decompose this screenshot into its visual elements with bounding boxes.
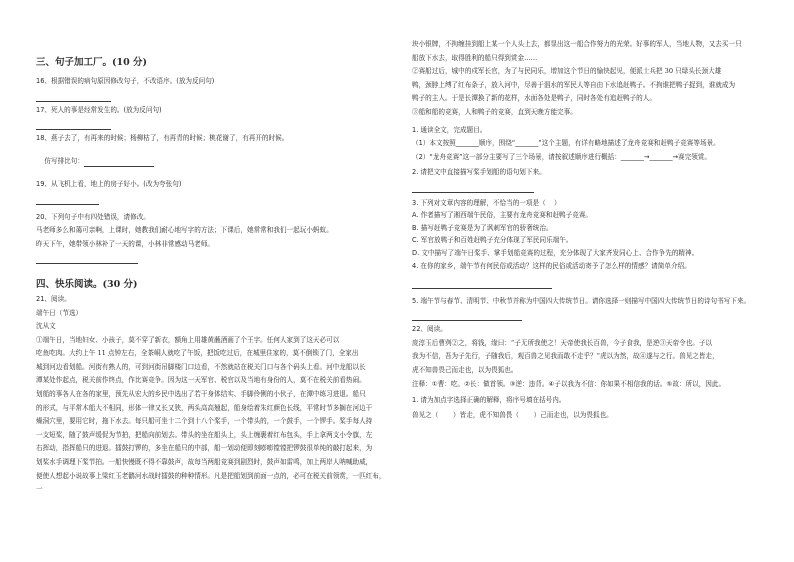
passage-continued [412, 38, 762, 120]
passage-line: ①端午日，当地妇女、小孩子，莫不穿了新衣，额角上用雄黄蘸酒画了个王字。任何人家到了这天必可以 [36, 335, 340, 344]
r-question-2: 2. 请把文中直接描写桨手划船的语句划下来。 [412, 168, 546, 177]
passage-line: ③船和船的竞赛，人和鸭子的竞赛，直到天晚方能完事。 [412, 107, 577, 116]
answer-line[interactable] [412, 192, 534, 193]
passage-line: 吃鱼吃肉。大约上午 11 点钟左右，全茶峒人就吃了午饭，把饭吃过后，在城里住家的，莫不倒锁了门，全家出 [36, 349, 359, 358]
answer-line[interactable] [36, 101, 111, 102]
passage-title: 端午日（节选） [36, 308, 83, 317]
poem-line-3: 虎不知兽畏己而走也，以为畏狐也。 [412, 365, 518, 374]
r-notes: 注释：①曹：吃。②长：做首领。③逆：违背。④子以我为不信：你如果不相信我的话。⑤故：所以，因此。 [412, 380, 726, 389]
right-column [412, 38, 762, 421]
poem-line-1: 庞淳玉后曹刿②之，将钱，缘曰：“子无所我使之！天帝使我长百兽，今子食我，是逆③天帝令也。子以 [412, 338, 713, 347]
passage-line: 块小银牌，不拘缠挂到船上某一个人头上去，都显出这一船合作努力的光荣。好事的军人，当地人物，又去买一只 [412, 40, 742, 48]
passage-line: ②赛船过后，城中的戍军长官，为了与民同乐，增加这个节日的愉快起见，便派士兵把 30 只绿头长颈大雄 [412, 67, 722, 76]
r-question-3: 3. 下列对文章内容的理解，不恰当的一项是（ ） [412, 198, 561, 207]
answer-line[interactable] [36, 204, 99, 205]
answer-line[interactable] [36, 263, 138, 264]
r-question-1b: （2）“龙舟竞赛”这一部分主要写了三个场景，请按叙述顺序进行概括：_______→_______→赛完领赏。 [412, 152, 712, 161]
r-question-4: 4. 在你的家乡，端午节有何民俗或活动？这样的民俗或活动寄予了怎么样的情感？请简单介绍。 [412, 262, 691, 271]
passage-line: 潭某处作起点，税关前作终点，作比赛竞争。因为这一天军官、税官以及当地有身份的人，莫不在税关前看热闹。 [36, 376, 366, 385]
passage-line: 便使人想起小说故事上梁红玉老鹳河水战时擂鼓的种种情形。凡是把船划到前面一点的，必可在税关前领赏，一匹红布，一 [36, 471, 386, 494]
section-3-title: 三、句子加工厂。(10 分) [36, 57, 148, 68]
r-question-1: 1. 通读全文，完成题目。 [412, 125, 487, 134]
question-21: 21、阅读。 [36, 295, 71, 303]
r-question-5: 5. 端午节与春节、清明节、中秋节并称为中国四大传统节日。请你选择一则描写中国四大传统节日的诗句书写下来。 [412, 296, 751, 305]
r-option-a: A. 作者描写了湘西端午民俗，主要有龙舟竞赛和赶鸭子竞赛。 [412, 211, 593, 220]
question-20-text-2: 昨天下午，她带领小林补了一天的课，小林非常感动马老师。 [36, 239, 215, 248]
r-option-c: C. 军官放鸭子和百姓赶鸭子充分体现了军民同乐端午。 [412, 236, 573, 245]
passage-line: 燥洞穴里，要用它时，拖下水去。每只船可坐十二个到十八个桨手，一个带头的，一个鼓手，一个锣手。桨手每人持 [36, 417, 373, 426]
r-question-22: 22、阅读。 [412, 325, 447, 334]
passage-line: 船放下水去，取得胜利的船只得到赏金…… [412, 53, 538, 62]
section-4-title: 四、快乐阅读。(30 分) [36, 279, 138, 290]
passage-line: 城到河边看划船。河街有熟人的，可到河街吊脚楼门口边看，不然就站在税关门口与各个码头上看。河中龙船以长 [36, 362, 366, 371]
passage-line: 的形式，与平常木船大不相同，形体一律又长又狭，两头高高翘起，船身绘着朱红颜色长线，平常时节多搁在河边干 [36, 403, 373, 412]
question-17: 17、死人的事是经常发生的。(放为反问句) [36, 105, 162, 114]
poem-line-2: 我为不信，吾为子先行，子随我后，观百兽之见我而敢不走乎？”虎以为然，故④遂与之行。兽见之皆走， [412, 352, 719, 361]
passage-line: 鸭子的主人。于是长潭换了新的花样，水面各处是鸭子，同时各处有追赶鸭子的人。 [412, 94, 656, 103]
r-question-1a: （1）本文按照_______顺序，围绕“_______”这个主题，有详有略地描述了龙舟竞赛和赶鸭子竞赛等场景。 [412, 139, 720, 148]
question-18-label: 仿写排比句： [44, 157, 84, 165]
answer-line[interactable] [412, 320, 522, 321]
question-19: 19、从飞机上看，地上的房子好小。(改为夸张句) [36, 180, 182, 188]
r-question-22-1a: 兽见之（ ）皆走，虎不知兽畏（ ）己而走也，以为畏狐也。 [412, 411, 613, 420]
passage-line: 一支短桨，随了鼓声缓促为节拍，把船向前划去。带头的坐在船头上，头上缠裹着红布包头，手上拿两支小令旗，左 [36, 430, 373, 439]
passage-author: 沈从文 [36, 322, 56, 331]
r-question-22-1: 1. 请为加点字选择正确的解释，将序号填在括号内。 [412, 395, 566, 404]
passage-body [36, 334, 386, 497]
question-18-prompt [36, 148, 386, 177]
question-20-text-1: 马老师多么和蔼可亲啊，上课时，她教我们耐心地写字的方法；下课后，她常常和我们一起玩小蚂蚁。 [36, 226, 333, 234]
r-option-d: D. 文中描写了端午日桨手、掌手划船竞赛的过程，充分体现了大家齐发同心上、合作争先的精神。 [412, 248, 699, 257]
question-16: 16、根据错误的病句原因修改句子，不改语序。(放为反问句) [36, 77, 215, 85]
r-option-b: B. 描写赶鸭子竞赛是为了讽刺军官的骄奢统治。 [412, 223, 553, 232]
passage-line: 划船的事各人在各的家里，预先从宏大的乡民中选出了若干身体结实、手脚伶俐的小伙子，在潭中练习进退。船只 [36, 390, 366, 399]
question-18: 18、燕子去了，有再来的时候；杨柳枯了，有再青的时候；桃花谢了，有再开的时候。 [36, 134, 289, 142]
answer-line[interactable] [36, 129, 111, 130]
answer-line[interactable] [84, 166, 154, 167]
passage-line: 划桨水手调理下桨节拍。一船快慢既不得不靠鼓声，故每当两船竞赛到剧烈时，鼓声如雷鸣，加上两岸人呐喊助威， [36, 458, 373, 467]
question-20: 20、下列句子中有四处错误，请修改。 [36, 212, 150, 221]
left-column [36, 38, 386, 497]
answer-line[interactable] [412, 288, 552, 289]
passage-line: 右挥动，指挥船只的进退。擂鼓打锣的，多坐在船只的中部，船一划动便即刻嘭嘭镗镗把锣鼓很单纯的敲打起来，为 [36, 444, 373, 453]
passage-line: 鸭，颈脖上缚了红布条子，放入河中，尽善于泅水的军民人等自由下水追赶鸭子。不拘谁把鸭子捉到，谁就成为 [412, 80, 736, 89]
